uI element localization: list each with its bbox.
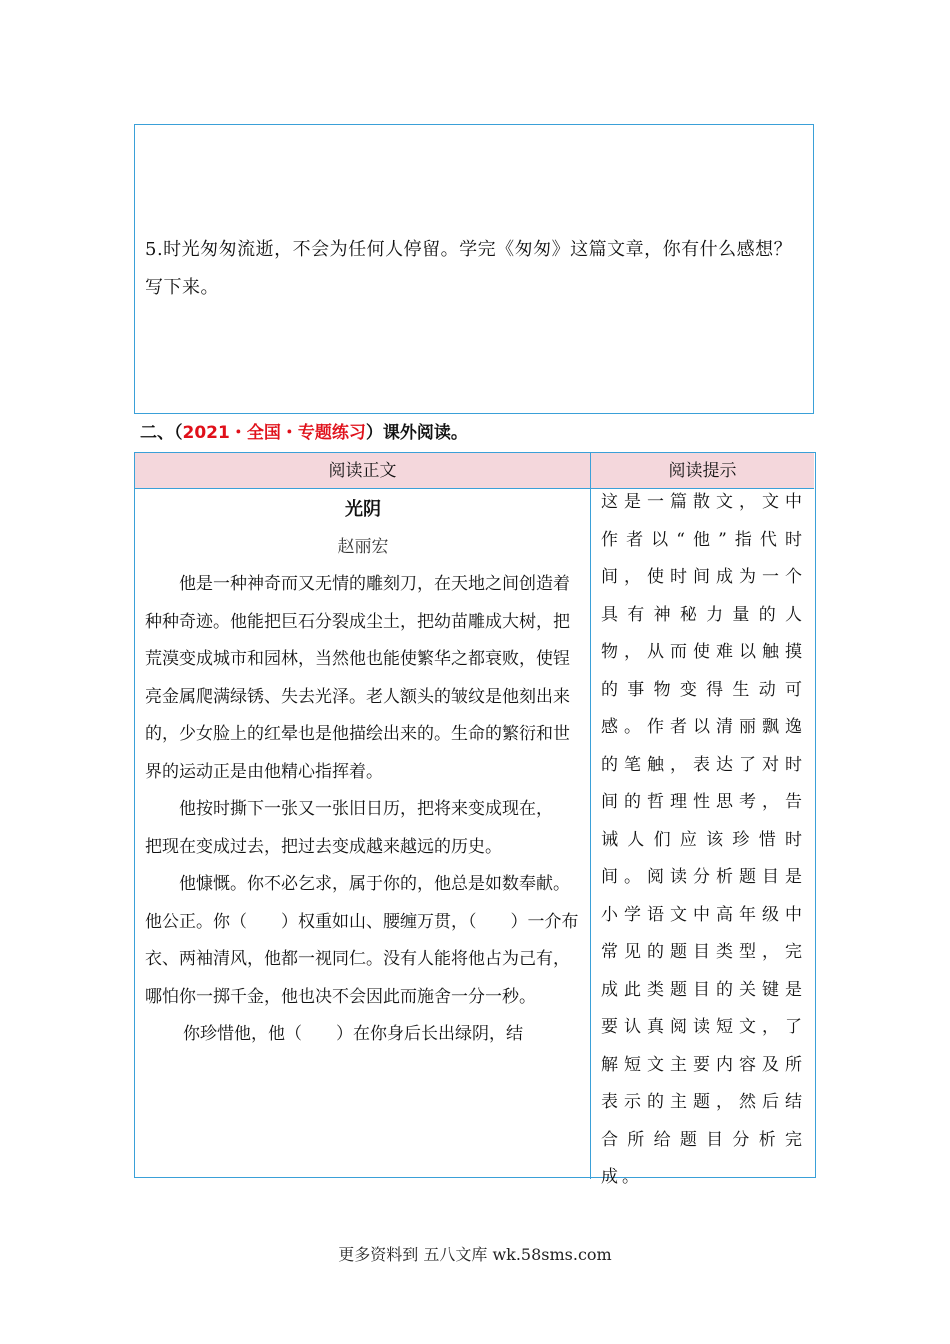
footer-watermark: 更多资料到 五八文库 wk.58sms.com [338, 1245, 612, 1264]
reading-hint-text: 这是一篇散文，文中作者以“他”指代时间，使时间成为一个具有神秘力量的人物，从而使难以触摸的事物变得生动可感。作者以清丽飘逸的笔触，表达了对时间的哲理性思考，告诫人们应该珍惜时间。阅读分析题目是小学语文中高年级中常见的题目类型，完成此类题目的关键是要认真阅读短文，了解短文主要内容及所表示的主题，然后结合所给题目分析完成。 [601, 492, 806, 1187]
main-text-column [145, 491, 581, 1054]
story-paragraph-2: 他按时撕下一张又一张旧日历，把将来变成现在，把现在变成过去，把过去变成越来越远的历史。 [145, 799, 553, 857]
column-divider [590, 489, 591, 1179]
story-paragraph-5: 你珍惜他，他（ ）在你身后长出绿阴，结 [183, 1024, 523, 1044]
section-2-heading [140, 415, 468, 451]
story-title: 光阴 [345, 499, 381, 520]
answer-box-question-5 [134, 124, 814, 414]
section-2-prefix: 二、（ [140, 423, 183, 443]
question-5-text: 5.时光匆匆流逝，不会为任何人停留。学完《匆匆》这篇文章，你有什么感想？写下来。 [145, 239, 793, 298]
story-paragraph-4: 他公正。你（ ）权重如山、腰缠万贯，（ ）一介布衣、两袖清风，他都一视同仁。没有人能将他占为己有，哪怕你一掷千金，他也决不会因此而施舍一分一秒。 [145, 911, 579, 1007]
reading-table [134, 452, 816, 1187]
section-2-suffix: ）课外阅读。 [365, 423, 468, 443]
story-paragraph-3: 他慷慨。你不必乞求，属于你的，他总是如数奉献。 [179, 874, 570, 894]
story-author: 赵丽宏 [337, 536, 389, 557]
section-2-source: 2021・全国・专题练习 [182, 423, 366, 443]
column-header-hint: 阅读提示 [591, 453, 814, 489]
story-paragraph-1: 他是一种神奇而又无情的雕刻刀，在天地之间创造着种种奇迹。他能把巨石分裂成尘土，把幼苗雕成大树，把荒漠变成城市和园林，当然他也能使繁华之都衰败，使锃亮金属爬满绿锈、失去光泽。老人额头的皱纹是他刻出来的，少女脸上的红晕也是他描绘出来的。生命的繁衍和世界的运动正是由他精心指挥着。 [145, 574, 570, 782]
column-header-main-text: 阅读正文 [135, 453, 591, 489]
